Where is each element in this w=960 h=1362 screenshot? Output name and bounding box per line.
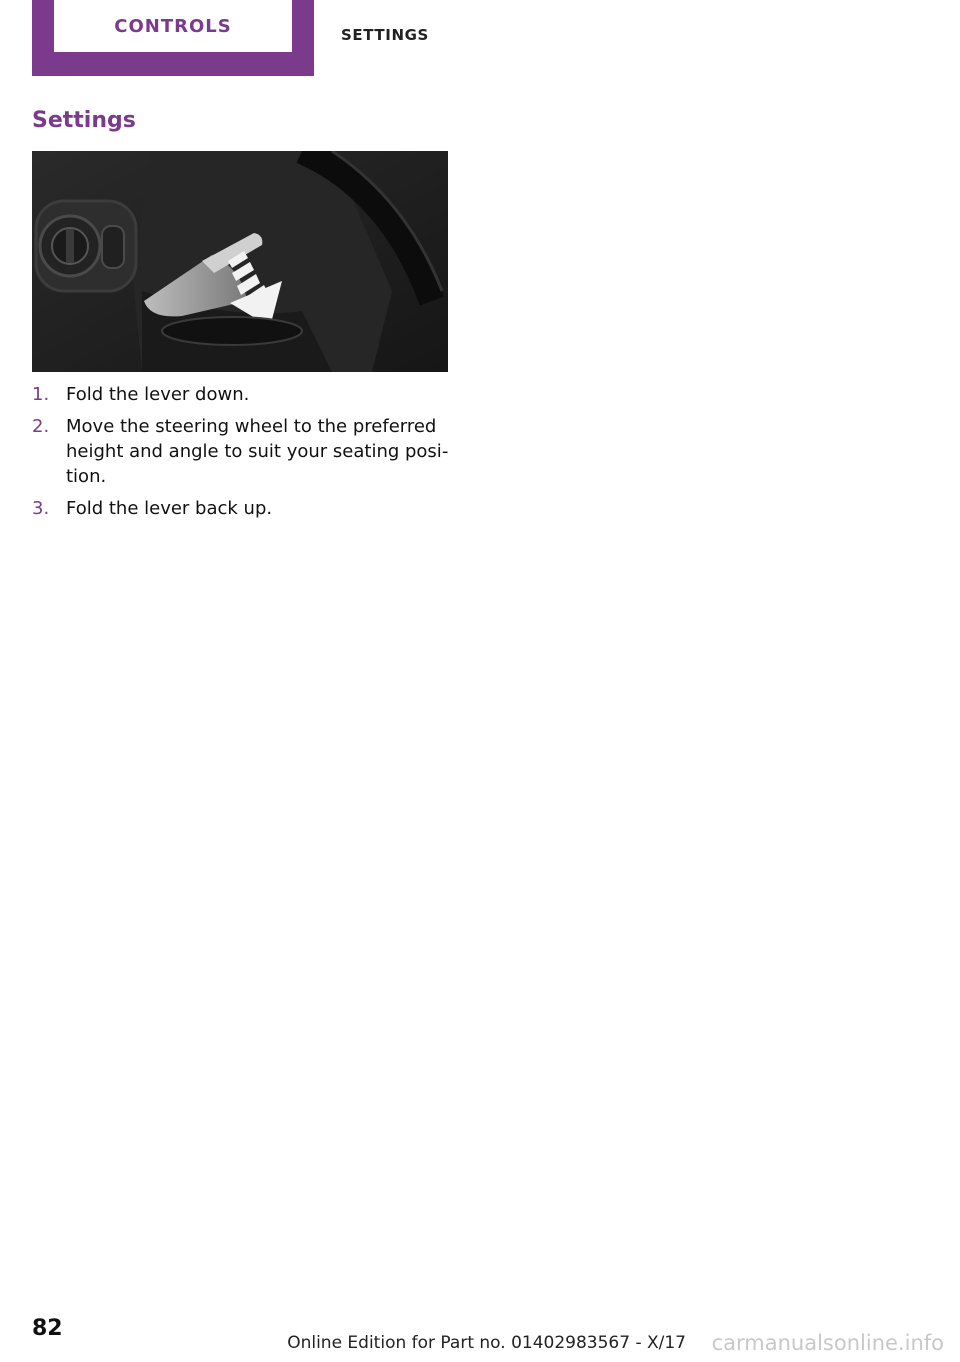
step-text: Fold the lever down. <box>66 384 250 405</box>
watermark: carmanualsonline.info <box>711 1331 944 1355</box>
steering-lever-illustration <box>32 151 448 372</box>
list-item <box>32 382 452 407</box>
list-item <box>32 496 452 521</box>
list-item <box>32 414 452 489</box>
instruction-list <box>32 382 452 528</box>
chapter-tab <box>32 0 314 76</box>
step-text: Move the steering wheel to the preferred height and angle to suit your seating position. <box>66 416 449 487</box>
page-number: 82 <box>32 1316 63 1341</box>
chapter-tab-inner <box>54 0 292 52</box>
steering-lever-drawing <box>32 151 448 372</box>
step-number: 3. <box>32 498 50 519</box>
chapter-tab-label: CONTROLS <box>114 15 232 37</box>
step-text: Fold the lever back up. <box>66 498 273 519</box>
page-title: Settings <box>32 108 136 133</box>
section-header: SETTINGS <box>341 26 429 44</box>
step-number: 2. <box>32 416 50 437</box>
edition-note: Online Edition for Part no. 01402983567 - X/17 <box>287 1333 686 1353</box>
step-number: 1. <box>32 384 50 405</box>
